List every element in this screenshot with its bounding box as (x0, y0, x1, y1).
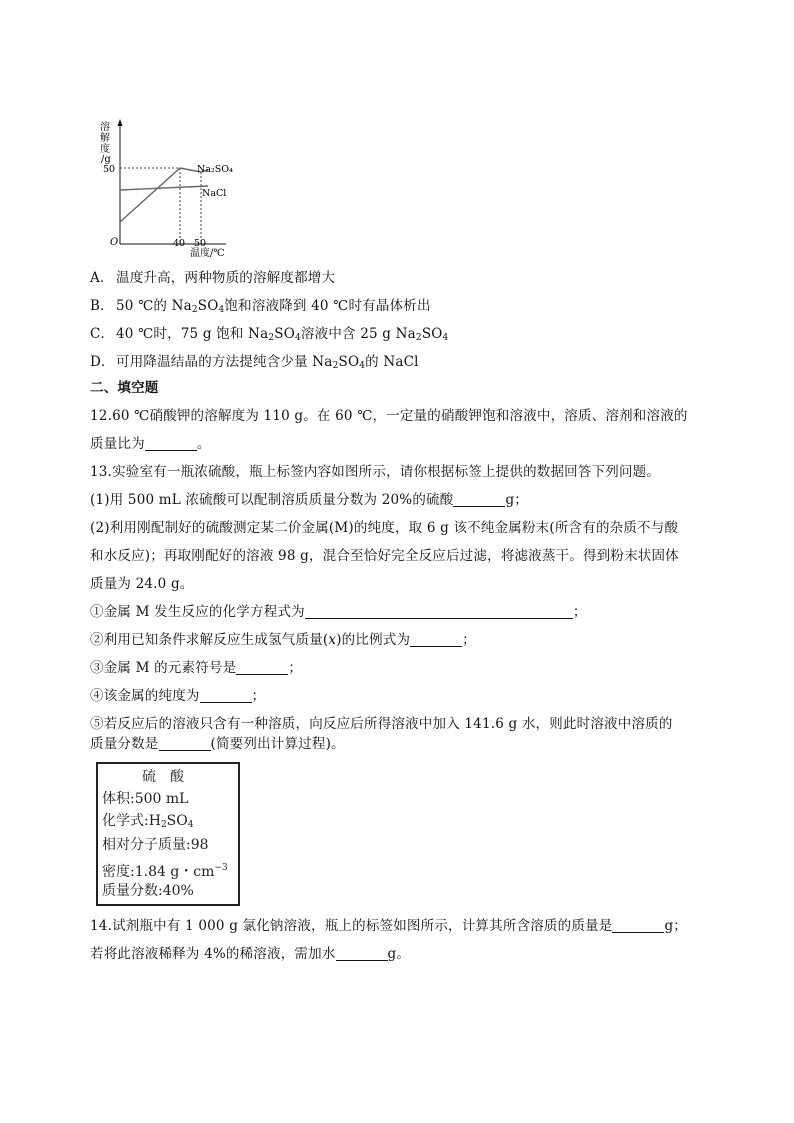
q13-sub2 (90, 630, 476, 650)
q14-line2 (90, 944, 410, 964)
q11-option-text: 温度升高，两种物质的溶解度都增大 (116, 270, 336, 286)
subscript: 2 (415, 333, 422, 343)
x-axis-label: 温度/℃ (190, 248, 225, 259)
q11-option-text: 40 ℃时，75 g 饱和 Na (116, 326, 269, 342)
q13-sub5-blank[interactable] (159, 736, 211, 751)
label-fraction: 质量分数:40% (102, 883, 194, 899)
q12-line1: 12.60 ℃硝酸钾的溶解度为 110 g。在 60 ℃，一定量的硝酸钾饱和溶液中，溶质、溶剂和溶液的 (90, 408, 688, 424)
q11-option-text: SO (338, 354, 360, 370)
q13-part1-text: (1)用 500 mL 浓硫酸可以配制溶质质量分数为 20%的硫酸 (90, 492, 454, 508)
q13-sub2-text: ②利用已知条件求解反应生成氢气质量( (90, 632, 329, 648)
q13-intro: 13.实验室有一瓶浓硫酸，瓶上标签内容如图所示，请你根据标签上提供的数据回答下列问题。 (90, 464, 661, 480)
subscript: 4 (294, 333, 301, 343)
q13-sub5-end: (简要列出计算过程)。 (210, 736, 345, 752)
q11-option (90, 352, 419, 376)
q13-sub1-end: ； (572, 604, 587, 620)
q11-option-text: 可用降温结晶的方法提纯含少量 Na (116, 354, 333, 370)
label-volume: 体积:500 mL (102, 791, 189, 807)
na2so4-curve (120, 168, 208, 222)
q14-line2-unit: g。 (387, 946, 411, 962)
y-axis-label-4: /g (101, 154, 111, 165)
q14-line1-unit: g； (664, 918, 687, 934)
y-axis-label-1: 溶 (100, 122, 110, 133)
q13-sub1-text: ①金属 M 发生反应的化学方程式为 (90, 604, 305, 620)
q11-option-letter: B． (90, 298, 114, 314)
q13-sub1-blank[interactable] (305, 604, 573, 619)
q13-sub1 (90, 602, 587, 622)
label-formula-mid: SO (166, 813, 188, 829)
q11-option-text: SO (421, 326, 443, 342)
label-formula (102, 810, 193, 836)
q13-part2-line3: 质量为 24.0 g。 (90, 576, 194, 592)
q11-option-text: 溶液中含 25 g Na (300, 326, 416, 342)
subscript: 4 (359, 361, 366, 371)
q13-sub4-end: ； (251, 688, 266, 704)
section-heading: 二、填空题 (90, 380, 159, 396)
q13-part2-line1: (2)利用刚配制好的硫酸测定某二价金属(M)的纯度，取 6 g 该不纯金属粉末(所含有的杂质不与酸 (90, 520, 679, 536)
q12-line2-suffix: 。 (196, 436, 211, 452)
q11-option-text: SO (197, 298, 219, 314)
nacl-legend: NaCl (202, 188, 227, 199)
solubility-graph (98, 116, 238, 260)
q11-option-text: 50 ℃的 Na (116, 298, 192, 314)
q13-sub3-text: ③金属 M 的元素符号是 (90, 660, 237, 676)
q13-sub2-text2: )的比例式为 (336, 632, 411, 648)
x-tick-50: 50 (194, 238, 207, 249)
q13-sub3-end: ； (288, 660, 303, 676)
q14-line1-text: 14.试剂瓶中有 1 000 g 氯化钠溶液，瓶上的标签如图所示，计算其所含溶质的质量是 (90, 918, 613, 934)
q14-blank1[interactable] (612, 918, 664, 933)
x-tick-40: 40 (173, 238, 186, 249)
label-molar-mass: 相对分子质量:98 (102, 837, 209, 853)
label-formula-sub2: 4 (187, 820, 194, 830)
q11-option-letter: C． (90, 326, 115, 342)
q13-sub2-end: ； (462, 632, 476, 648)
y-axis-arrow (118, 119, 123, 126)
label-density-text: 密度:1.84 g・cm (102, 864, 215, 880)
q13-sub5-line2 (90, 734, 345, 754)
q13-sub4-text: ④该金属的纯度为 (90, 688, 200, 704)
q13-part1-blank[interactable] (453, 492, 505, 507)
y-axis-label-3: 度 (100, 144, 110, 155)
q13-sub4-blank[interactable] (200, 688, 252, 703)
label-formula-sub1: 2 (160, 820, 167, 830)
q14-line1 (90, 916, 687, 936)
q13-sub5-text: 质量分数是 (90, 736, 159, 752)
q13-sub2-blank[interactable] (410, 632, 462, 647)
q13-sub3-blank[interactable] (236, 660, 288, 675)
q13-sub2-var: x (328, 632, 337, 648)
q13-part1 (90, 490, 528, 510)
q11-option (90, 268, 335, 288)
subscript: 2 (191, 305, 198, 315)
sulfuric-acid-label (96, 762, 240, 906)
na2so4-legend: Na₂SO₄ (197, 164, 233, 175)
q13-part1-unit: g； (505, 492, 528, 508)
y-axis-label-2: 解 (100, 133, 110, 144)
subscript: 4 (218, 305, 225, 315)
subscript: 4 (442, 333, 449, 343)
subscript: 2 (268, 333, 275, 343)
q14-line2-text: 若将此溶液稀释为 4%的稀溶液，需加水 (90, 946, 336, 962)
q13-sub3 (90, 658, 302, 678)
label-formula-prefix: 化学式:H (102, 813, 161, 829)
q11-option (90, 296, 431, 320)
q13-part2-line2: 和水反应)；再取刚配好的溶液 98 g，混合至恰好完全反应后过滤，将滤液蒸干。得到粉末状固体 (90, 548, 679, 564)
y-tick-label: 50 (103, 164, 116, 175)
q13-sub4 (90, 686, 265, 706)
q11-option-text: SO (274, 326, 295, 342)
q11-option-text: 饱和溶液降到 40 ℃时有晶体析出 (224, 298, 431, 314)
q12-line2 (90, 434, 211, 454)
q12-line2-prefix: 质量比为 (90, 436, 145, 452)
q14-blank2[interactable] (336, 946, 388, 961)
q11-option-letter: A． (90, 270, 114, 286)
label-density-sup: −3 (214, 863, 228, 873)
nacl-curve (120, 186, 208, 190)
q13-sub5-line1: ⑤若反应后的溶液只含有一种溶质，向反应后所得溶液中加入 141.6 g 水，则此时溶液中溶质的 (90, 716, 673, 732)
label-title: 硫 酸 (142, 769, 184, 785)
subscript: 2 (332, 361, 339, 371)
q12-answer-blank[interactable] (145, 436, 197, 451)
q11-option-letter: D． (90, 354, 115, 370)
q11-option-text: 的 NaCl (365, 354, 419, 370)
origin-label: O (110, 237, 119, 248)
q11-option (90, 324, 448, 348)
